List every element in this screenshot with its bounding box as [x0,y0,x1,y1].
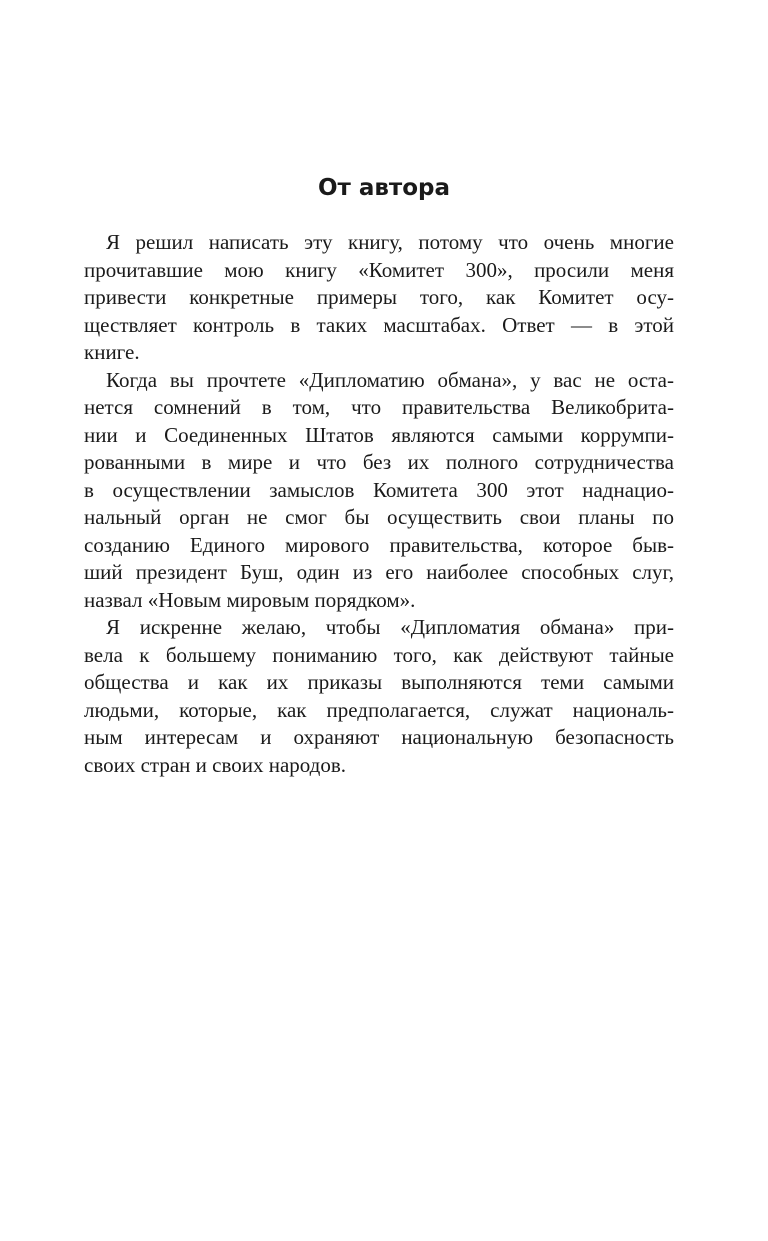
chapter-title: От автора [317,175,451,201]
text-line: ший президент Буш, один из его наиболее способных слуг, [84,560,674,584]
text-line: ществляет контроль в таких масштабах. Ответ — в этой [84,312,674,337]
text-line: Я искренне желаю, чтобы «Дипломатия обмана» при- [106,615,674,639]
chapter-body [84,229,674,779]
text-line: привести конкретные примеры того, как Комитет осу- [84,285,674,309]
text-line: нии и Соединенных Штатов являются самыми коррумпи- [84,422,674,447]
text-line: Я решил написать эту книгу, потому что очень многие [106,230,674,254]
text-line: в осуществлении замыслов Комитета 300 этот наднацио- [84,477,674,502]
text-line: ным интересам и охраняют национальную безопасность [84,725,674,749]
text-line: рованными в мире и что без их полного сотрудничества [84,450,674,474]
text-line: нется сомнений в том, что правительства Великобрита- [84,395,674,419]
text-line: созданию Единого мирового правительства, которое быв- [84,532,674,557]
text-line: своих стран и своих народов. [84,752,347,777]
text-line: книге. [84,340,140,364]
text-line: нальный орган не смог бы осуществить свои планы по [84,505,674,529]
paragraph-1 [84,229,674,367]
text-line: назвал «Новым мировым порядком». [84,587,416,612]
text-line: людьми, которые, как предполагается, служат националь- [84,697,674,722]
paragraph-2 [84,367,674,615]
text-line: Когда вы прочтете «Дипломатию обмана», у вас не оста- [106,367,674,392]
text-line: общества и как их приказы выполняются теми самыми [84,670,674,694]
text-line: вела к большему пониманию того, как действуют тайные [84,642,674,667]
paragraph-3 [84,614,674,779]
text-line: прочитавшие мою книгу «Комитет 300», просили меня [84,257,674,282]
